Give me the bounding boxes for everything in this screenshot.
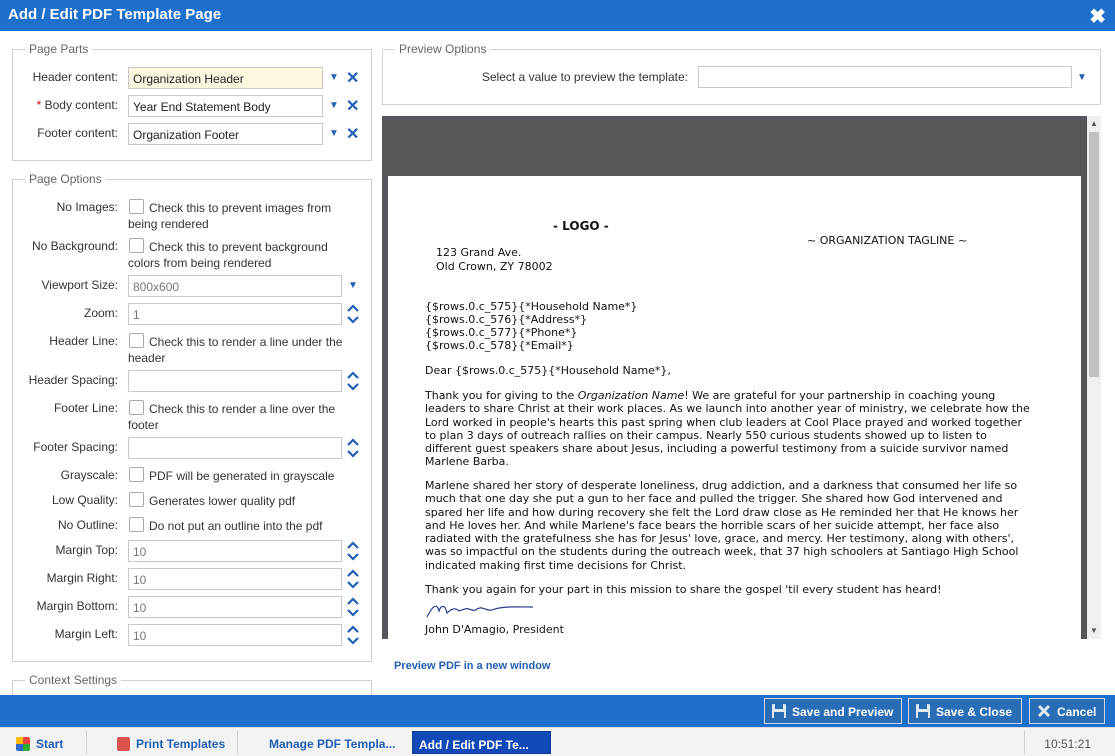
header-line-checkbox[interactable]: [129, 333, 144, 348]
doc-address-2: Old Crown, ZY 78002: [436, 260, 553, 273]
page-parts-legend: Page Parts: [29, 42, 89, 56]
header-spacing-stepper-icon[interactable]: [347, 370, 359, 392]
viewport-size-label: Viewport Size:: [41, 278, 118, 292]
low-quality-text: Generates lower quality pdf: [149, 494, 296, 508]
save-and-preview-button[interactable]: [764, 698, 902, 724]
preview-scrollbar[interactable]: [1087, 116, 1101, 639]
context-settings-legend: Context Settings: [29, 673, 118, 687]
doc-p1-line-1: leaders to share Christ at their work places. As we launch into another year of ministry, we celebrate how the: [425, 402, 1030, 416]
scroll-thumb[interactable]: [1089, 132, 1099, 377]
no-outline-checkbox[interactable]: [129, 517, 144, 532]
taskbar-print-templates-label: Print Templates: [136, 737, 226, 751]
required-marker: *: [36, 98, 42, 112]
footer-line-checkbox[interactable]: [129, 400, 144, 415]
margin-left-stepper-icon[interactable]: [347, 624, 359, 646]
preview-select-dropdown-icon[interactable]: ▼: [1077, 72, 1087, 83]
taskbar-separator: [237, 731, 238, 754]
margin-top-stepper-icon[interactable]: [347, 540, 359, 562]
doc-p1-line-2: Lord worked in people's hearts this past spring when club leaders at Cool Place prayed and worked together: [425, 415, 1022, 429]
save-icon: [915, 703, 931, 719]
doc-paragraph-1: [425, 389, 1047, 469]
header-spacing-field[interactable]: [128, 370, 342, 392]
page-options-legend: Page Options: [29, 172, 102, 186]
footer-content-label: Footer content:: [37, 126, 118, 140]
doc-p2-line-3: and He loves her. And while Marlene's face bears the horrible scars of her suicide attempt, her face also: [425, 518, 1000, 532]
preview-pdf-link[interactable]: Preview PDF in a new window: [394, 660, 551, 672]
doc-p1-line-4: different guest speakers share about Jesus, including a powerful testimony from a suicide survivor named: [425, 442, 1009, 456]
header-content-label: Header content:: [32, 70, 118, 84]
doc-p1-pre: Thank you for giving to the: [425, 389, 578, 402]
grayscale-label: Grayscale:: [60, 468, 118, 482]
doc-p2-line-6: indicated making first time decisions for Christ.: [425, 558, 687, 572]
viewport-size-field[interactable]: 800x600: [128, 275, 342, 297]
margin-bottom-field[interactable]: 10: [128, 596, 342, 618]
zoom-field[interactable]: 1: [128, 303, 342, 325]
margin-left-field[interactable]: 10: [128, 624, 342, 646]
doc-p1-line-0: ! We are grateful for your partnership in coaching young: [684, 389, 996, 402]
doc-p2-line-0: Marlene shared her story of desperate loneliness, drug addiction, and a darkness that consumed her life so: [425, 479, 1018, 492]
doc-p2-line-2: spared her life and how during recovery she felt the Lord draw close as He reminded her that He knows her: [425, 505, 1019, 519]
no-outline-text: Do not put an outline into the pdf: [149, 519, 323, 533]
footer-line-text-1: Check this to render a line over the: [149, 402, 336, 416]
cancel-button[interactable]: [1029, 698, 1105, 724]
pdf-preview-frame: [382, 116, 1101, 639]
cancel-label: Cancel: [1057, 705, 1097, 719]
doc-p1-org: Organization Name: [577, 389, 685, 402]
header-spacing-label: Header Spacing:: [28, 373, 118, 387]
doc-merge-4: {$rows.0.c_578}{*Email*}: [425, 339, 574, 352]
no-outline-label: No Outline:: [57, 518, 118, 532]
no-background-text-1: Check this to prevent background: [149, 240, 328, 254]
doc-address-1: 123 Grand Ave.: [436, 246, 522, 259]
pdf-icon: [117, 737, 130, 751]
footer-spacing-stepper-icon[interactable]: [347, 437, 359, 459]
no-background-label: No Background:: [31, 239, 118, 253]
window-title: Add / Edit PDF Template Page: [8, 6, 222, 23]
doc-p2-line-1: much that one day she put a gun to her face and pulled the trigger. She shared how God intervened and: [425, 492, 1003, 506]
footer-line-text-2: footer: [128, 418, 159, 432]
footer-line-label: Footer Line:: [53, 401, 118, 415]
dialog-body: [0, 31, 1115, 695]
low-quality-label: Low Quality:: [51, 493, 118, 507]
doc-p1-line-3: to plan 3 days of outreach rallies on their campus. Nearly 550 curious students showed up to listen to: [425, 428, 987, 442]
margin-right-field[interactable]: 10: [128, 568, 342, 590]
doc-p2-line-5: was so impactful on the students during the outreach week, that 37 high schoolers at Santiago High School: [425, 545, 1019, 559]
doc-paragraph-3: Thank you again for your part in this mission to share the gospel 'til every student has heard!: [425, 583, 942, 596]
doc-salutation: Dear {$rows.0.c_575}{*Household Name*},: [425, 364, 671, 377]
no-images-text-2: being rendered: [128, 217, 209, 231]
header-content-dropdown-icon[interactable]: ▼: [329, 72, 339, 83]
close-icon[interactable]: ✖: [1089, 6, 1106, 28]
window-titlebar: [0, 0, 1115, 31]
doc-merge-3: {$rows.0.c_577}{*Phone*}: [425, 326, 578, 339]
save-icon: [771, 703, 787, 719]
body-content-field[interactable]: Year End Statement Body: [128, 95, 323, 117]
dialog-footer: [0, 695, 1115, 727]
footer-content-dropdown-icon[interactable]: ▼: [329, 128, 339, 139]
preview-select-label: Select a value to preview the template:: [481, 70, 688, 84]
zoom-label: Zoom:: [83, 306, 118, 320]
no-background-checkbox[interactable]: [129, 238, 144, 253]
doc-tagline: ~ ORGANIZATION TAGLINE ~: [807, 234, 968, 247]
body-content-clear-icon[interactable]: ✕: [346, 98, 360, 115]
signature-image: [425, 601, 535, 624]
zoom-stepper-icon[interactable]: [347, 303, 359, 325]
doc-p1-line-5: Marlene Barba.: [425, 455, 509, 469]
margin-left-label: Margin Left:: [54, 627, 118, 641]
save-and-preview-label: Save and Preview: [792, 705, 894, 719]
footer-spacing-label: Footer Spacing:: [33, 440, 118, 454]
low-quality-checkbox[interactable]: [129, 492, 144, 507]
margin-top-field[interactable]: 10: [128, 540, 342, 562]
doc-signer: John D'Amagio, President: [425, 623, 564, 636]
start-icon: [16, 737, 30, 751]
no-images-text-1: Check this to prevent images from: [149, 201, 332, 215]
doc-merge-1: {$rows.0.c_575}{*Household Name*}: [425, 300, 638, 313]
viewport-size-dropdown-icon[interactable]: ▼: [348, 280, 358, 291]
cancel-icon: [1036, 703, 1052, 719]
doc-paragraph-2: [425, 479, 1047, 572]
margin-right-stepper-icon[interactable]: [347, 568, 359, 590]
save-close-button[interactable]: [908, 698, 1022, 724]
taskbar: [0, 727, 1115, 756]
taskbar-manage-pdf-templates[interactable]: Manage PDF Templa...: [269, 737, 396, 751]
margin-bottom-label: Margin Bottom:: [36, 599, 118, 613]
footer-content-clear-icon[interactable]: ✕: [346, 126, 360, 143]
margin-bottom-stepper-icon[interactable]: [347, 596, 359, 618]
header-line-text-2: header: [128, 351, 166, 365]
pdf-preview-page: [388, 176, 1081, 639]
margin-right-label: Margin Right:: [46, 571, 118, 585]
header-content-field[interactable]: Organization Header: [128, 67, 323, 89]
footer-spacing-field[interactable]: [128, 437, 342, 459]
taskbar-separator: [86, 731, 87, 754]
header-content-clear-icon[interactable]: ✕: [346, 70, 360, 87]
body-content-dropdown-icon[interactable]: ▼: [329, 100, 339, 111]
taskbar-separator: [1024, 731, 1025, 754]
grayscale-text: PDF will be generated in grayscale: [149, 469, 335, 483]
body-content-label-text: Body content:: [44, 98, 118, 112]
margin-top-label: Margin Top:: [55, 543, 118, 557]
scroll-down-icon[interactable]: ▼: [1090, 626, 1098, 635]
preview-options-legend: Preview Options: [399, 42, 487, 56]
doc-merge-2: {$rows.0.c_576}{*Address*}: [425, 313, 588, 326]
no-background-text-2: colors from being rendered: [128, 256, 272, 270]
header-line-label: Header Line:: [49, 334, 118, 348]
header-line-text-1: Check this to render a line under the: [149, 335, 343, 349]
preview-select-field[interactable]: [698, 66, 1072, 88]
footer-content-field[interactable]: Organization Footer: [128, 123, 323, 145]
taskbar-start[interactable]: [16, 731, 63, 754]
doc-p2-line-4: radiated with the gratefulness she has for Jesus' love, grace, and mercy. Her testimony, along with others',: [425, 532, 1014, 546]
grayscale-checkbox[interactable]: [129, 467, 144, 482]
save-close-label: Save & Close: [936, 705, 1013, 719]
taskbar-add-edit-pdf[interactable]: Add / Edit PDF Te...: [412, 731, 551, 754]
no-images-label: No Images:: [56, 200, 118, 214]
body-content-label: [16, 98, 118, 112]
taskbar-start-label: Start: [36, 737, 64, 751]
scroll-up-icon[interactable]: ▲: [1090, 119, 1098, 128]
taskbar-clock: 10:51:21: [1044, 737, 1091, 751]
no-images-checkbox[interactable]: [129, 199, 144, 214]
taskbar-print-templates[interactable]: [117, 731, 225, 754]
doc-logo: - LOGO -: [553, 219, 609, 233]
